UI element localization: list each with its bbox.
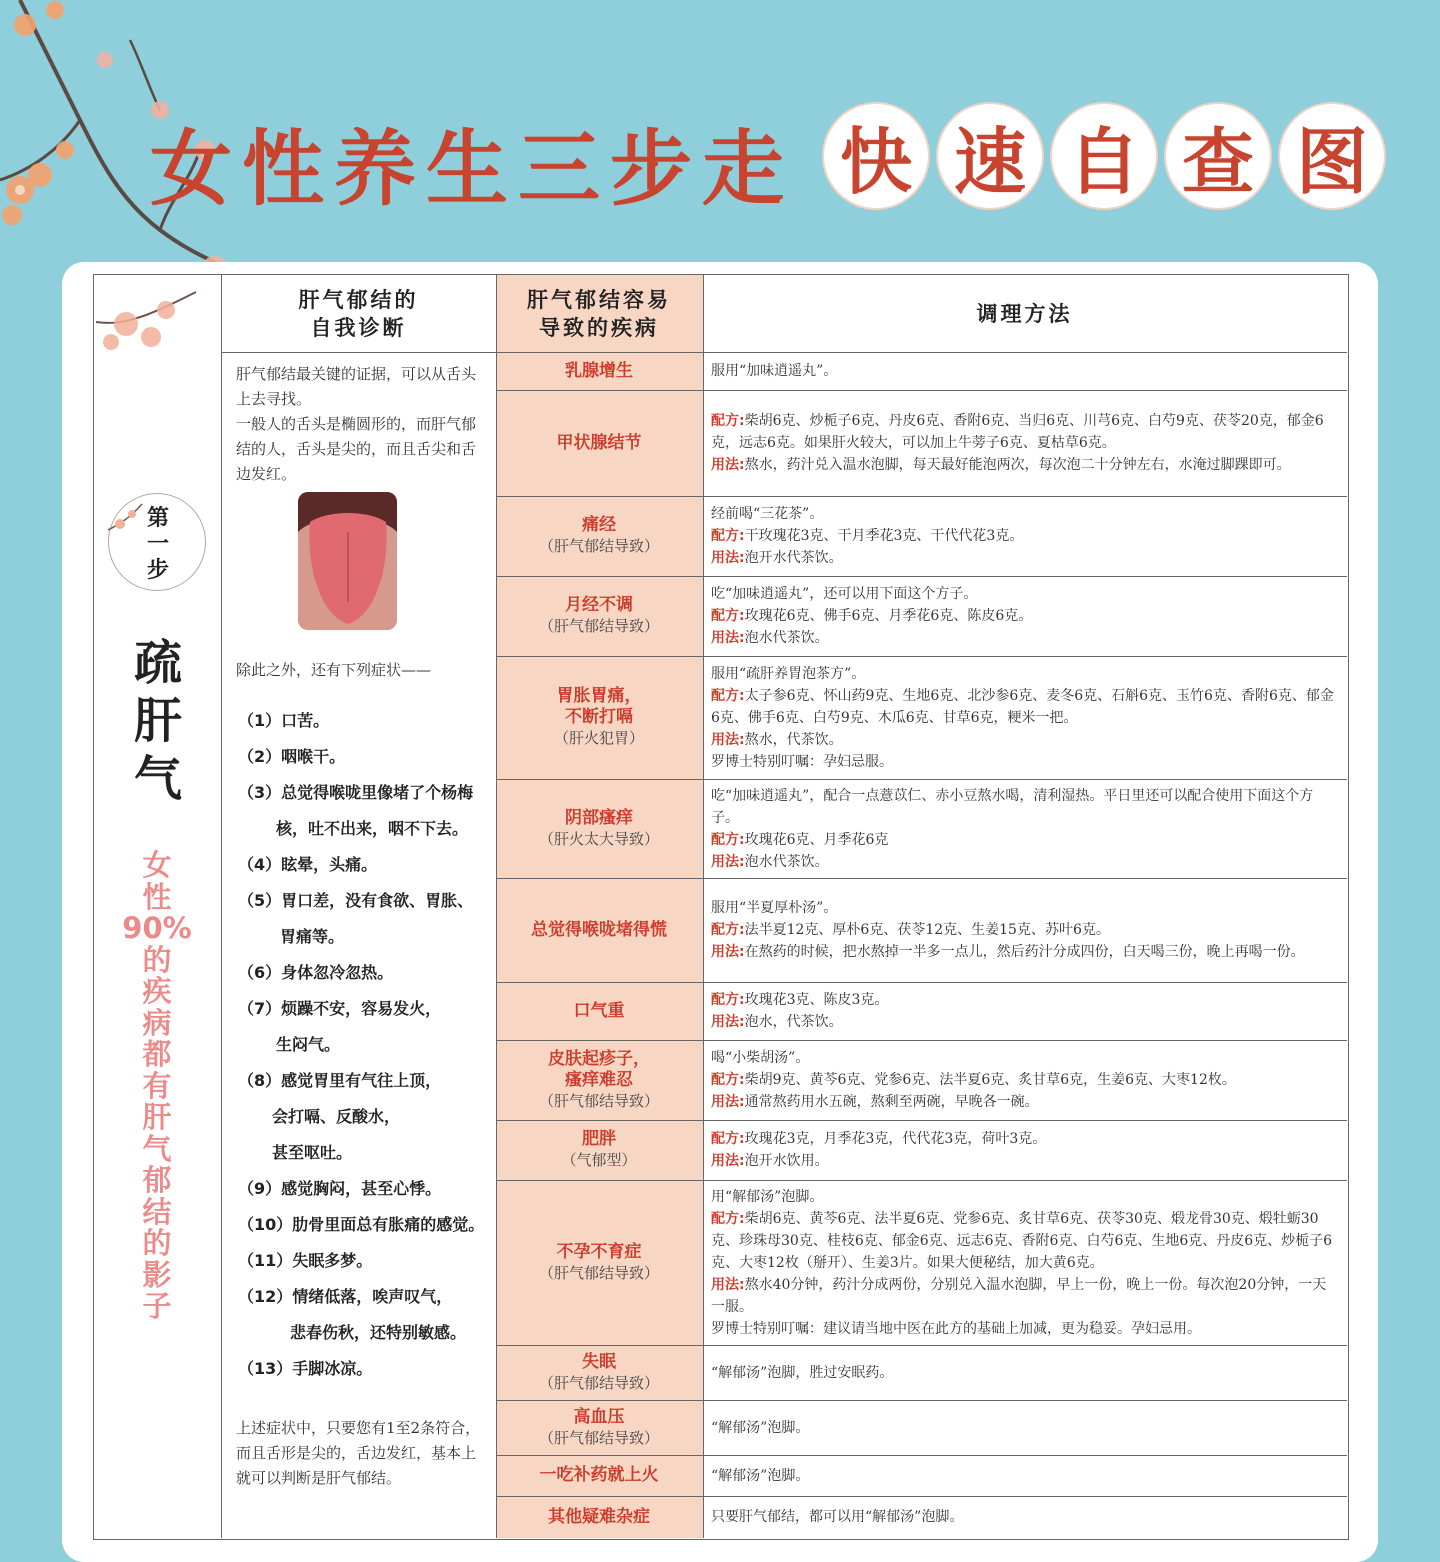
disease-name: 月经不调 (565, 595, 633, 615)
treatment-line (711, 1318, 1339, 1340)
step-char: 步 (147, 558, 170, 583)
slogan-char: 病 (142, 1005, 172, 1040)
treatment-text: 玫瑰花3克，月季花3克，代代花3克，荷叶3克。 (744, 1131, 1047, 1147)
step-label (147, 506, 169, 584)
disease-cell (496, 1120, 702, 1180)
symptom-item: （9）感觉胸闷，甚至心悸。 (238, 1179, 442, 1198)
symptom-item: 甚至呕吐。 (272, 1143, 353, 1162)
treatment-line (711, 851, 1339, 873)
slogan-char: 子 (142, 1289, 172, 1323)
disease-name: 口气重 (573, 1000, 625, 1021)
disease-cause: （肝火犯胃） (553, 729, 644, 747)
treatment-label: 用法: (711, 1153, 745, 1169)
treatment-line (711, 1011, 1339, 1033)
disease-cell (496, 352, 702, 390)
slogan-char: 郁 (142, 1163, 172, 1197)
treatment-line (711, 525, 1339, 547)
treatment-line (711, 1362, 1339, 1384)
slogan-char: 肝 (142, 1100, 172, 1134)
treatment-cell (711, 779, 1339, 878)
page-title: 女性养生三步走 (150, 121, 795, 217)
disease-cause: （气郁型） (561, 1151, 637, 1169)
treatment-text: 在熬药的时候，把水熬掉一半多一点儿，然后药汁分成四份，白天喝三份，晚上再喝一份。 (744, 944, 1305, 960)
slogan-char: 的 (142, 1226, 172, 1260)
title-circle-char: 速 (936, 102, 1044, 210)
title-circled-chars (822, 102, 1386, 210)
disease-name: 肥胖 (582, 1129, 616, 1149)
treatment-text: 干玫瑰花3克、干月季花3克、干代代花3克。 (744, 528, 1024, 544)
treatment-line (711, 627, 1339, 649)
symptom-item: （11）失眠多梦。 (238, 1251, 373, 1270)
treatment-text: 熬水，代茶饮。 (744, 731, 843, 748)
treatment-line (711, 1208, 1339, 1274)
treatment-text: 玫瑰花6克、佛手6克、月季花6克、陈皮6克。 (744, 608, 1033, 624)
disease-name: 一吃补药就上火 (539, 1465, 659, 1485)
treatment-text: 吃“加味逍遥丸”，还可以用下面这个方子。 (711, 586, 978, 602)
disease-cell (496, 1455, 702, 1496)
treatment-cell (711, 352, 1339, 390)
treatment-label: 用法: (711, 944, 745, 960)
treatment-text: 柴胡6克、炒栀子6克、丹皮6克、香附6克、当归6克、川芎6克、白芍9克、茯苓20克，郁金6克，远志6克。如果肝火较大，可以加上牛蒡子6克、夏枯草6克。 (711, 413, 1324, 451)
disease-cause: （肝气郁结导致） (538, 537, 659, 555)
slogan-char: 疾 (142, 974, 172, 1008)
disease-name: 不孕不育症 (556, 1241, 642, 1262)
treatment-label: 配方: (711, 413, 745, 429)
treatment-text: 玫瑰花6克、月季花6克 (744, 831, 889, 848)
symptom-item: （5）胃口差，没有食欲、胃胀、 (238, 891, 474, 910)
treatment-text: 法半夏12克、厚朴6克、茯苓12克、生姜15克、苏叶6克。 (744, 922, 1110, 938)
treatment-line (711, 919, 1339, 941)
step-char: 一 (147, 532, 170, 557)
symptom-item: （3）总觉得喉咙里像堵了个杨梅 (238, 783, 474, 802)
treatment-text: 熬水40分钟，药汁分成两份，分别兑入温水泡脚，早上一份，晚上一份。每次泡20分钟，一天一服。 (711, 1276, 1327, 1315)
treatment-text: “解郁汤”泡脚，胜过安眠药。 (711, 1364, 894, 1381)
treatment-text: “解郁汤”泡脚。 (711, 1419, 810, 1436)
pink-vertical-slogan (120, 850, 194, 1323)
slogan-char: 气 (142, 1131, 172, 1166)
tongue-photo (298, 492, 397, 630)
slogan-char: 女 (142, 848, 172, 882)
disease-name: 阴部瘙痒 (565, 807, 633, 828)
symptom-item: （12）情绪低落，唉声叹气， (238, 1287, 453, 1306)
slogan-char: 90% (122, 911, 192, 945)
symptom-item: 悲春伤秋，还特别敏感。 (290, 1323, 467, 1342)
disease-name: 总觉得喉咙堵得慌 (531, 919, 667, 940)
disease-cell (496, 656, 702, 779)
header-diseases: 肝气郁结容易 导致的疾病 (527, 288, 671, 340)
disease-cause: （肝气郁结导致） (538, 1428, 659, 1447)
treatment-cell (711, 1120, 1339, 1180)
slogan-char: 影 (142, 1257, 172, 1292)
treatment-line (711, 410, 1339, 454)
plum-blossom-small (96, 282, 206, 362)
treatment-label: 用法: (711, 731, 745, 748)
title-circle-char: 图 (1278, 102, 1386, 210)
title-circle-char: 自 (1050, 102, 1158, 210)
treatment-label: 用法: (711, 630, 745, 646)
disease-name: 皮肤起疹子， 瘙痒难忍 (548, 1048, 650, 1090)
treatment-cell (711, 1040, 1339, 1120)
treatment-line (711, 989, 1339, 1011)
treatment-line (711, 729, 1339, 751)
title-circle-char: 查 (1164, 102, 1272, 210)
treatment-line (711, 941, 1339, 963)
treatment-label: 配方: (711, 528, 745, 544)
treatment-text: 通常熬药用水五碗，熬剩至两碗，早晚各一碗。 (744, 1094, 1039, 1110)
disease-cause: （肝气郁结导致） (538, 617, 659, 635)
treatment-line (711, 1506, 1339, 1528)
treatment-line (711, 1091, 1339, 1113)
header-treatment: 调理方法 (976, 302, 1073, 326)
treatment-line (711, 503, 1339, 525)
treatment-line (711, 1069, 1339, 1091)
disease-name: 痛经 (582, 515, 616, 535)
slogan-char: 的 (142, 942, 172, 977)
disease-name: 胃胀胃痛， 不断打嗝 (556, 686, 642, 727)
symptom-item: 会打嗝、反酸水， (272, 1107, 401, 1126)
treatment-line (711, 1128, 1339, 1150)
treatment-text: 服用“疏肝养胃泡茶方”。 (711, 665, 866, 682)
treatment-line (711, 1417, 1339, 1439)
treatment-cell (711, 496, 1339, 576)
treatment-cell (711, 1400, 1339, 1455)
treatment-text: 玫瑰花3克、陈皮3克。 (744, 992, 889, 1008)
header-self-diagnosis: 肝气郁结的 自我诊断 (298, 288, 419, 340)
diagnosis-intro: 肝气郁结最关键的证据，可以从舌头上去寻找。 一般人的舌头是椭圆形的，而肝气郁结的人，舌头是尖的，而且舌尖和舌边发红。 (236, 365, 477, 483)
diagnosis-lead: 除此之外，还有下列症状—— (236, 661, 432, 679)
treatment-label: 配方: (711, 831, 745, 848)
treatment-cell (711, 390, 1339, 496)
treatment-text: 泡水代茶饮。 (744, 630, 829, 646)
treatment-label: 配方: (711, 1072, 745, 1088)
disease-cell (496, 878, 702, 982)
treatment-label: 配方: (711, 1131, 745, 1147)
treatment-line (711, 685, 1339, 729)
treatment-line (711, 1186, 1339, 1208)
treatment-text: 服用“加味逍遥丸”。 (711, 363, 838, 379)
symptom-item: （6）身体忽冷忽热。 (238, 963, 394, 982)
treatment-label: 配方: (711, 687, 745, 704)
disease-cell (496, 496, 702, 576)
treatment-text: 泡水代茶饮。 (744, 853, 829, 870)
symptom-item: （2）咽喉干。 (238, 747, 346, 766)
treatment-text: 服用“半夏厚朴汤”。 (711, 900, 838, 916)
treatment-label: 配方: (711, 1210, 745, 1227)
treatment-text: 熬水，药汁兑入温水泡脚，每天最好能泡两次，每次泡二十分钟左右，水淹过脚踝即可。 (744, 457, 1291, 473)
treatment-label: 配方: (711, 608, 745, 624)
slogan-char: 结 (142, 1194, 172, 1229)
treatment-cell (711, 1345, 1339, 1400)
step-blossom-icon (106, 500, 146, 540)
treatment-line (711, 1047, 1339, 1069)
treatment-line (711, 605, 1339, 627)
symptom-item: 胃痛等。 (280, 927, 345, 946)
disease-name: 乳腺增生 (565, 360, 633, 381)
treatment-label: 用法: (711, 1014, 745, 1030)
treatment-label: 用法: (711, 457, 745, 473)
treatment-label: 用法: (711, 1276, 745, 1293)
treatment-cell (711, 878, 1339, 982)
treatment-text: “解郁汤”泡脚。 (711, 1467, 810, 1484)
slogan-char: 性 (142, 879, 172, 914)
treatment-cell (711, 656, 1339, 779)
treatment-text: 经前喝“三花茶”。 (711, 506, 824, 522)
treatment-cell (711, 1455, 1339, 1496)
treatment-text: 泡开水饮用。 (744, 1153, 829, 1169)
treatment-text: 泡开水代茶饮。 (744, 550, 843, 566)
disease-name: 高血压 (573, 1406, 625, 1427)
disease-cause: （肝气郁结导致） (538, 1091, 659, 1110)
symptom-item: （7）烦躁不安，容易发火， (238, 999, 442, 1018)
step-char: 第 (147, 506, 170, 531)
disease-name: 其他疑难杂症 (548, 1506, 650, 1527)
symptom-item: （10）肋骨里面总有胀痛的感觉。 (238, 1215, 485, 1234)
symptom-item: 核，吐不出来，咽不下去。 (276, 819, 469, 838)
treatment-line (711, 1274, 1339, 1318)
symptom-item: （4）眩晕，头痛。 (238, 855, 378, 874)
treatment-cell (711, 1496, 1339, 1538)
disease-cause: （肝火太大导致） (538, 829, 659, 848)
title-circle-char: 快 (822, 102, 930, 210)
disease-name: 甲状腺结节 (556, 432, 642, 453)
treatment-cell (711, 1180, 1339, 1345)
symptom-item: （1）口苦。 (238, 711, 330, 730)
symptom-item: 生闷气。 (276, 1035, 341, 1054)
treatment-text: 罗博士特别叮嘱：孕妇忌服。 (711, 753, 893, 770)
treatment-text: 只要肝气郁结，都可以用“解郁汤”泡脚。 (711, 1509, 964, 1525)
disease-cell (496, 982, 702, 1040)
slogan-char: 有 (142, 1068, 172, 1103)
disease-cause: （肝气郁结导致） (538, 1263, 659, 1282)
disease-cell (496, 1496, 702, 1538)
treatment-text: 太子参6克、怀山药9克、生地6克、北沙参6克、麦冬6克、石斛6克、玉竹6克、香附6克、郁金6克、佛手6克、白芍9克、木瓜6克、甘草6克，粳米一把。 (711, 687, 1334, 726)
disease-cell (496, 390, 702, 496)
symptom-item: （8）感觉胃里有气往上顶， (238, 1071, 442, 1090)
treatment-text: 泡水，代茶饮。 (744, 1014, 843, 1030)
disease-name: 失眠 (582, 1351, 616, 1372)
treatment-label: 用法: (711, 550, 745, 566)
treatment-line (711, 360, 1339, 382)
treatment-line (711, 1465, 1339, 1487)
disease-cell (496, 576, 702, 656)
slogan-char: 都 (142, 1037, 172, 1071)
treatment-text: 罗博士特别叮嘱：建议请当地中医在此方的基础上加减，更为稳妥。孕妇忌用。 (711, 1320, 1201, 1337)
treatment-line (711, 547, 1339, 569)
symptom-item: （13）手脚冰凉。 (238, 1359, 373, 1378)
disease-cell (496, 1040, 702, 1120)
treatment-line (711, 663, 1339, 685)
treatment-line (711, 829, 1339, 851)
disease-cause: （肝气郁结导致） (538, 1373, 659, 1392)
treatment-label: 用法: (711, 1094, 745, 1110)
treatment-cell (711, 576, 1339, 656)
treatment-text: 喝“小柴胡汤”。 (711, 1050, 810, 1066)
treatment-line (711, 1150, 1339, 1172)
treatment-cell (711, 982, 1339, 1040)
treatment-line (711, 583, 1339, 605)
diagnosis-conclusion: 上述症状中，只要您有1至2条符合，而且舌形是尖的，舌边发红，基本上就可以判断是肝气郁结。 (236, 1419, 481, 1487)
treatment-line (711, 897, 1339, 919)
treatment-text: 柴胡6克、黄芩6克、法半夏6克、党参6克、炙甘草6克、茯苓30克、煅龙骨30克、煅牡蛎30克、珍珠母30克、桂枝6克、郁金6克、远志6克、香附6克、白芍6克、生地6克、丹皮6克、炒栀子6克、大枣12枚（掰开）、生姜3片。如果大便秘结，加大黄6克。 (711, 1210, 1333, 1271)
treatment-line (711, 454, 1339, 476)
treatment-line (711, 785, 1339, 829)
treatment-line (711, 751, 1339, 773)
disease-cell (496, 1345, 702, 1400)
step-heading: 疏肝气 (133, 635, 182, 807)
treatment-label: 配方: (711, 922, 745, 938)
disease-cell (496, 1180, 702, 1345)
treatment-label: 用法: (711, 853, 745, 870)
treatment-text: 柴胡9克、黄芩6克、党参6克、法半夏6克、炙甘草6克，生姜6克、大枣12枚。 (744, 1072, 1236, 1088)
treatment-text: 吃“加味逍遥丸”，配合一点薏苡仁、赤小豆熬水喝，清利湿热。平日里还可以配合使用下面这个方子。 (711, 787, 1314, 826)
treatment-text: 用“解郁汤”泡脚。 (711, 1188, 824, 1205)
treatment-label: 配方: (711, 992, 745, 1008)
disease-cell (496, 1400, 702, 1455)
disease-cell (496, 779, 702, 878)
